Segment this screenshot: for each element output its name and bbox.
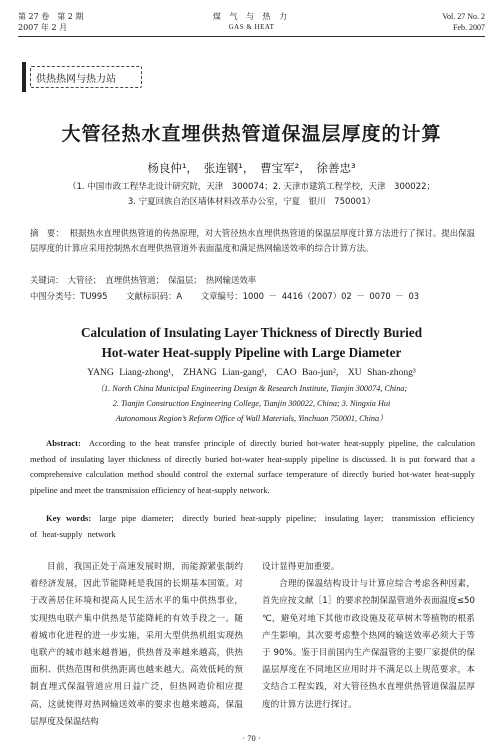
article-title-en [0, 323, 503, 363]
affiliation-en-line: 2. Tianjin Construction Engineering College, Tianjin 300022, China; 3. Ningxia Hui [112, 399, 391, 408]
keywords-en [30, 511, 475, 542]
running-header-center [0, 11, 503, 33]
journal-date: 2007 年 2 月 [18, 23, 68, 32]
abstract-cn-text: 根据热水直埋供热管道的传热原理，对大管径热水直埋供热管道的保温层厚度计算方法进行了探讨。提出保温层厚度的计算应采用控制热水直埋供热管道外表面温度和满足热网输送效率的综合计算方法。 [30, 228, 476, 253]
body-paragraph: 设计显得更加重要。 [262, 562, 340, 572]
title-en-line: Hot-water Heat-supply Pipeline with Large Diameter [101, 345, 402, 360]
journal-date-en: Feb. 2007 [453, 23, 485, 32]
abstract-en-label: Abstract: [46, 438, 81, 448]
classification-cn [30, 290, 475, 302]
affiliations-en [0, 381, 503, 426]
body-paragraph: 合理的保温结构设计与计算应综合考虑各种因素，首先应按文献［1］的要求控制保温管道外表面温度≤50 ℃，避免对地下其他市政设施及花草树木等植物的根系产生影响，其次要考虑整个热网的输送效率必须大于等于 90%。鉴于目前国内生产保温管的主要厂家提供的保温层厚度在不同地区应用时并不满足以上规范要求，本文结合工程实践，对大管径热水直埋供热管道保温层厚度的计算方法进行探讨。 [262, 579, 475, 710]
running-header-right [442, 11, 485, 33]
page-number: · 70 · [242, 733, 261, 743]
keywords-en-label: Key words: [46, 513, 92, 523]
body-column-left [30, 559, 243, 731]
authors-en: YANG Liang-zhong¹, ZHANG Lian-gang¹, CAO Bao-jun², XU Shan-zhong³ [87, 367, 416, 378]
header-rule [18, 36, 485, 37]
clc-number: 中图分类号：TU995 [30, 291, 108, 301]
abstract-en [30, 436, 475, 498]
affiliations-cn [0, 180, 503, 210]
abstract-cn-label: 摘 要： [30, 228, 64, 238]
keywords-cn: 关键词： 大管径； 直埋供热管道； 保温层； 热网输送效率 [30, 275, 257, 285]
affiliation-line: 3. 宁夏回族自治区墙体材料改革办公室，宁夏 银川 750001） [127, 197, 376, 207]
abstract-en-text: According to the heat transfer principle of directly buried hot-water heat-supply pipeline, the calculation method of insulating layer thickness of directly buried hot-water heat-supply pipeline is discussed. It is put forward that a comprehensive calculation method should control the external surface temperature of directly buried hot-water heat-supply pipeline and meet the transmission efficiency of heat-supply network. [30, 438, 475, 495]
abstract-cn [30, 226, 475, 256]
body-column-right [262, 559, 475, 714]
column-tag [22, 62, 146, 92]
journal-volume: Vol. 27 No. 2 [442, 12, 485, 21]
article-number: 文章编号：1000 － 4416（2007）02 － 0070 － 03 [200, 291, 420, 301]
affiliation-line: （1. 中国市政工程华北设计研究院，天津 300074；2. 天津市建筑工程学校，天津 300022； [67, 182, 436, 192]
affiliation-en-line: Autonomous Region’s Reform Office of Wall Materials, Yinchuan 750001, China） [115, 414, 388, 423]
body-paragraph: 目前，我国正处于高速发展时期，而能源紧张制约着经济发展，因此节能降耗是我国的长期基本国策。对于改善居住环境和提高人民生活水平的集中供热事业，实现热电联产集中供热是节能降耗的有效手段之一。随着城市化进程的进一步实施，采用大型供热机组实现热电联产的城市越来越普遍，供热普及率越来越高，供热面积、供热范围和供热距离也越来越大。高效低耗的预制直埋式保温管道应用日益广泛，但热网造价相应提高，这就使得对热网输送效率的要求也越来越高，保温层厚度及保温结构 [30, 562, 243, 727]
keywords-en-text: large pipe diameter; directly buried heat-supply pipeline; insulating layer; transmission efficiency of heat-supply network [30, 513, 475, 539]
authors-cn: 杨良仲¹， 张连钢¹， 曹宝军²， 徐善忠³ [147, 161, 356, 175]
document-code: 文献标识码：A [126, 291, 183, 301]
title-en-line: Calculation of Insulating Layer Thickness of Directly Buried [80, 325, 423, 340]
article-title-cn: 大管径热水直埋供热管道保温层厚度的计算 [61, 123, 442, 145]
journal-issue: 第 27 卷 第 2 期 [18, 12, 84, 21]
journal-name-en: GAS & HEAT [228, 23, 275, 31]
journal-name: 煤 气 与 热 力 [212, 12, 291, 21]
column-tag-bar [22, 62, 26, 92]
column-tag-label: 供热热网与热力站 [36, 74, 116, 85]
affiliation-en-line: （1. North China Municipal Engineering Design & Research Institute, Tianjin 300074, China; [95, 384, 408, 393]
